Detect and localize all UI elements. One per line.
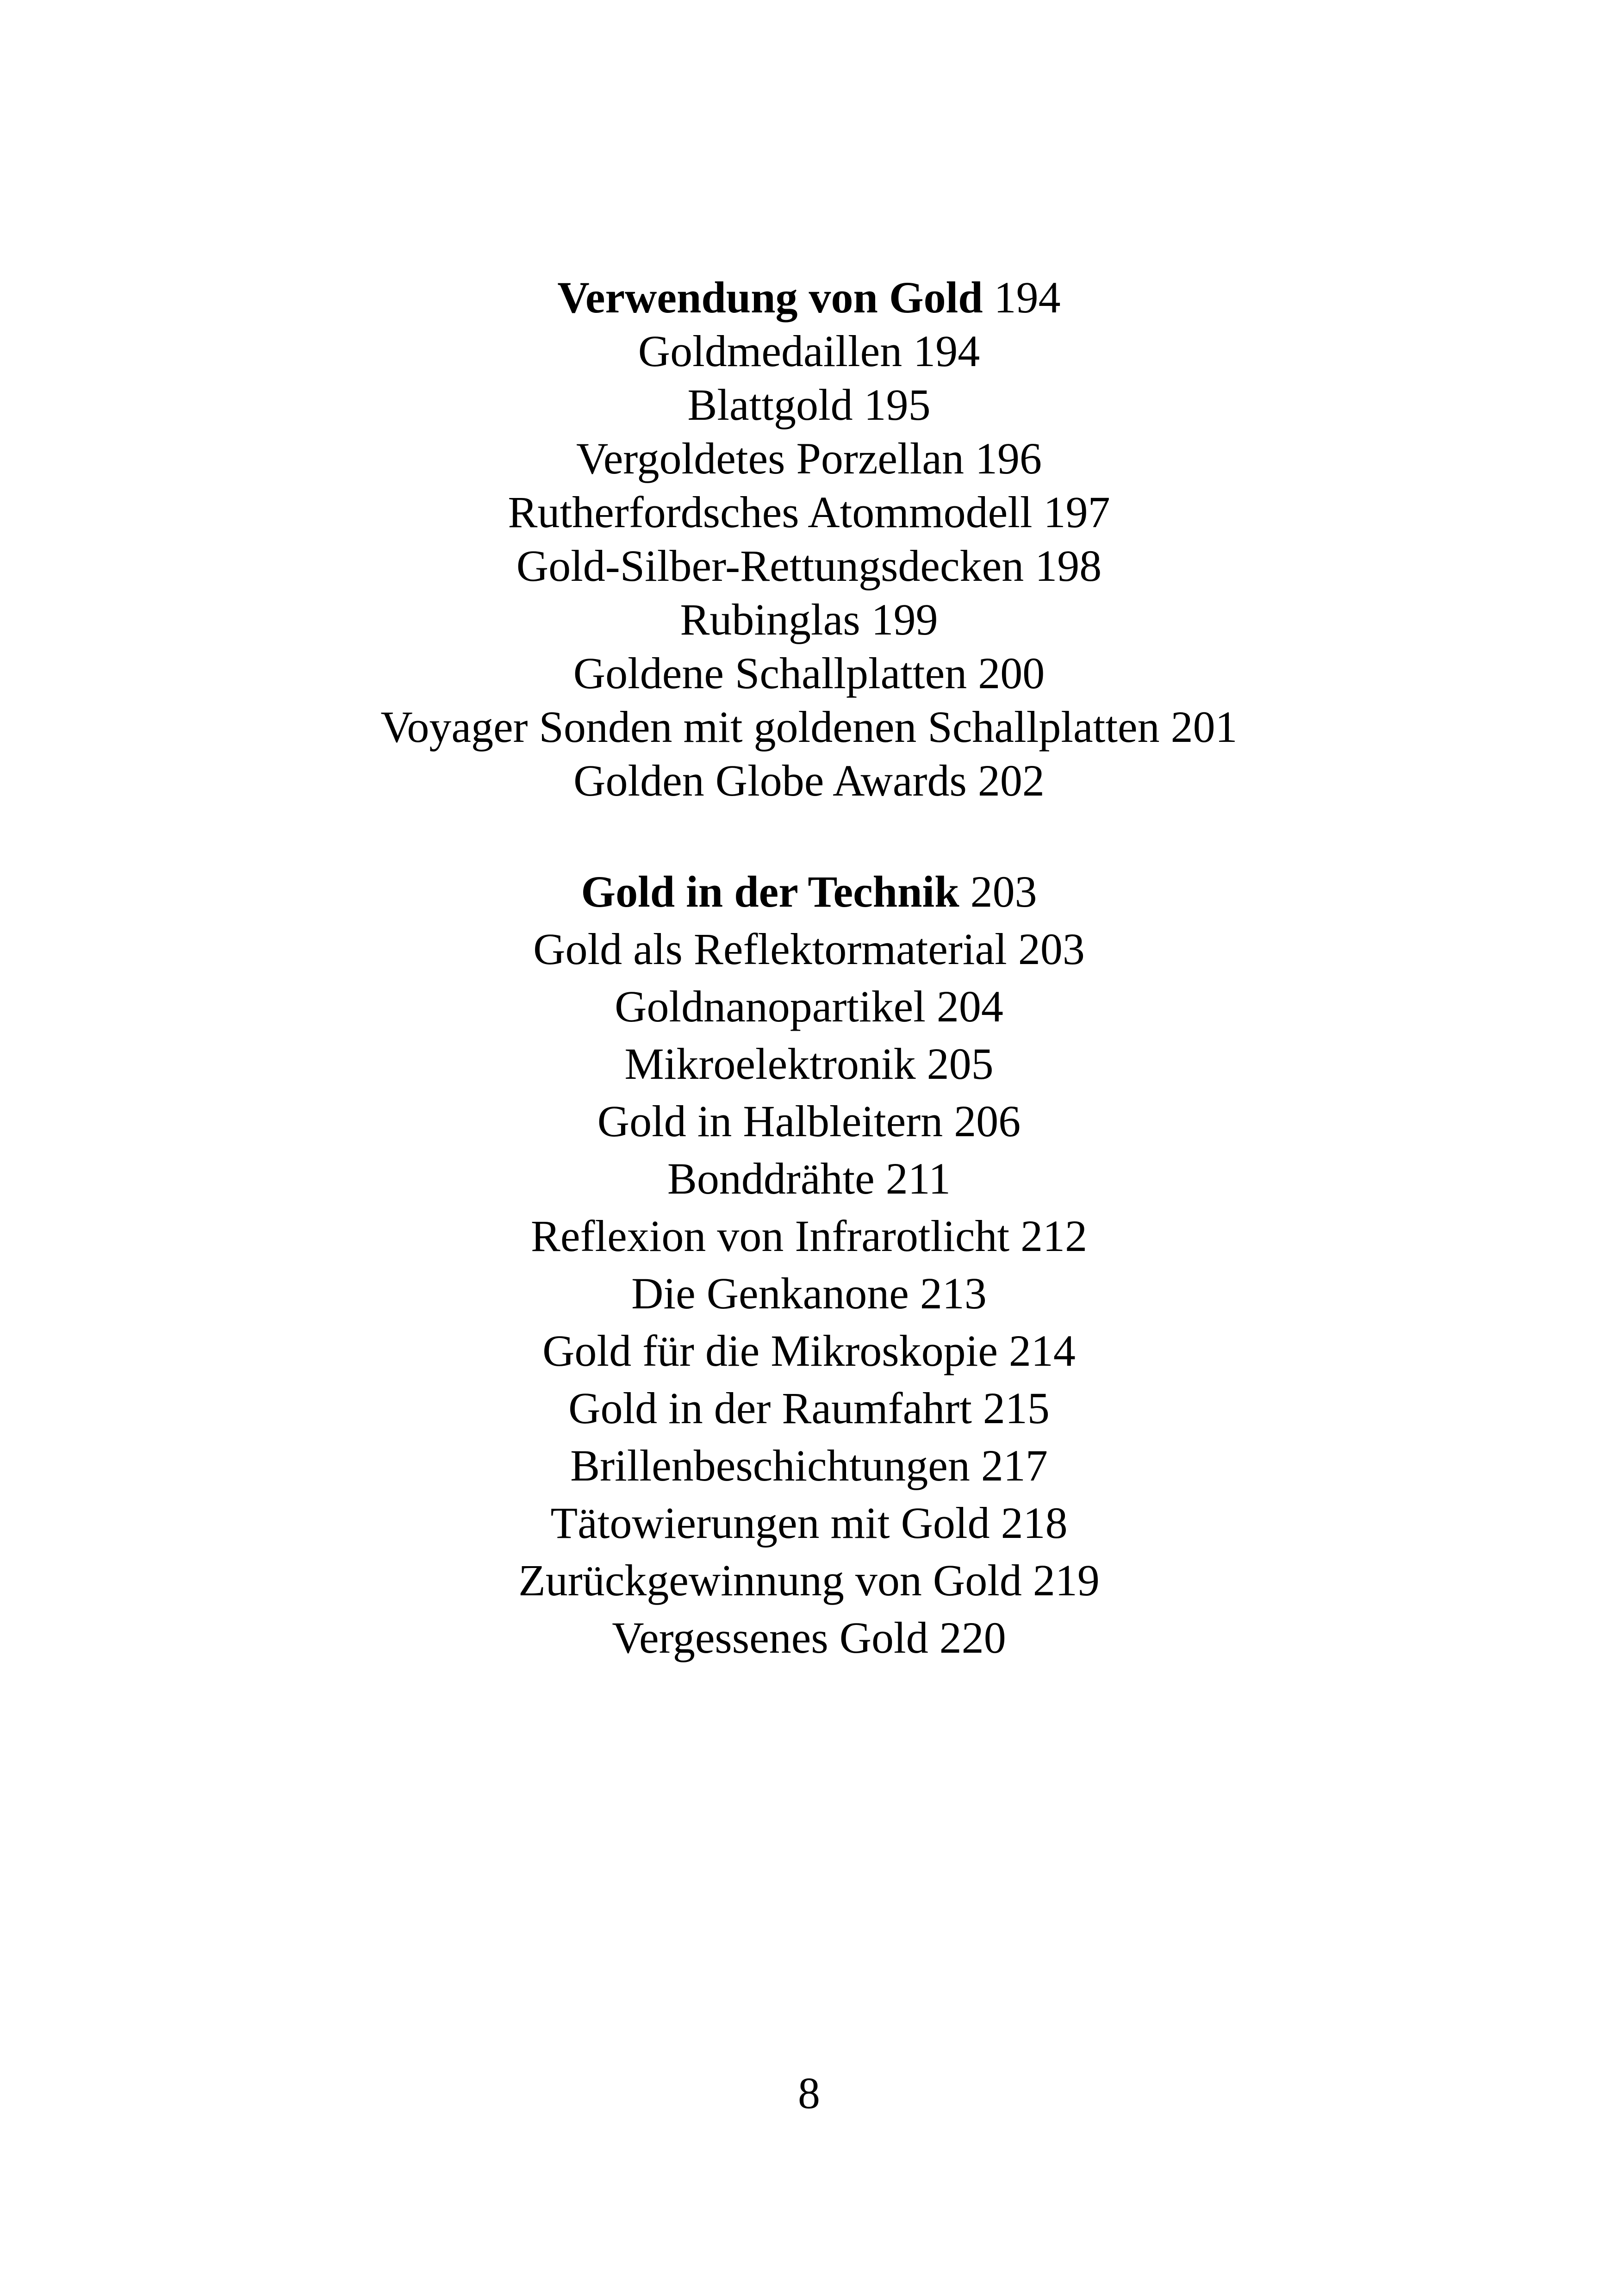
toc-entry-page: 199 <box>871 595 938 644</box>
toc-entry-title: Zurückgewinnung von Gold <box>518 1556 1022 1605</box>
page-number: 8 <box>798 2068 820 2118</box>
toc-entry <box>0 324 1618 378</box>
toc-entry-title: Vergoldetes Porzellan <box>576 434 964 483</box>
section-heading-title: Gold in der Technik <box>581 867 959 916</box>
toc-entry <box>0 1609 1618 1667</box>
toc-section-verwendung-von-gold <box>0 271 1618 808</box>
toc-entry-title: Brillenbeschichtungen <box>570 1441 970 1490</box>
toc-entry <box>0 432 1618 485</box>
toc-entry-page: 202 <box>977 756 1045 805</box>
toc-entry-page: 206 <box>954 1096 1021 1146</box>
toc-entry <box>0 1207 1618 1265</box>
toc-entry <box>0 378 1618 432</box>
toc-entry <box>0 921 1618 978</box>
toc-entry-page: 200 <box>978 648 1045 698</box>
toc-entry <box>0 754 1618 808</box>
toc-entry-title: Reflexion von Infrarotlicht <box>530 1211 1010 1261</box>
toc-entry <box>0 1494 1618 1552</box>
toc-entry-page: 220 <box>939 1613 1006 1662</box>
toc-entry-title: Rubinglas <box>680 595 860 644</box>
section-heading-page: 194 <box>994 273 1061 322</box>
section-heading-title: Verwendung von Gold <box>557 273 983 322</box>
toc-entry-page: 215 <box>983 1383 1050 1433</box>
toc-entry-title: Gold für die Mikroskopie <box>542 1326 998 1375</box>
toc-entry <box>0 485 1618 539</box>
toc-entry-title: Gold als Reflektormaterial <box>533 924 1007 974</box>
toc-entry <box>0 1322 1618 1380</box>
toc-entry-page: 213 <box>920 1269 987 1318</box>
toc-entry-title: Goldene Schallplatten <box>573 648 967 698</box>
toc-entry-title: Bonddrähte <box>667 1154 875 1203</box>
toc-entry <box>0 539 1618 593</box>
toc-entry <box>0 1380 1618 1437</box>
toc-entry-title: Gold in der Raumfahrt <box>568 1383 972 1433</box>
toc-entry-page: 217 <box>981 1441 1048 1490</box>
toc-entry-page: 198 <box>1035 541 1102 591</box>
toc-section-gold-in-der-technik <box>0 863 1618 1667</box>
toc-entry-page: 203 <box>1018 924 1085 974</box>
toc-entry <box>0 1437 1618 1494</box>
toc-entry <box>0 1035 1618 1093</box>
toc-entry-title: Tätowierungen mit Gold <box>550 1498 990 1548</box>
toc-entry-title: Rutherfordsches Atommodell <box>508 487 1033 537</box>
toc-entry-page: 196 <box>975 434 1042 483</box>
toc-entry-page: 205 <box>927 1039 994 1089</box>
toc-entry-title: Voyager Sonden mit goldenen Schallplatten <box>380 702 1160 752</box>
toc-entry-title: Die Genkanone <box>631 1269 909 1318</box>
toc-entry <box>0 700 1618 754</box>
section-heading <box>0 863 1618 921</box>
toc-entry <box>0 1093 1618 1150</box>
toc-entry-page: 212 <box>1021 1211 1088 1261</box>
toc-entry-page: 194 <box>913 326 980 376</box>
toc-entry-page: 218 <box>1001 1498 1068 1548</box>
section-heading <box>0 271 1618 324</box>
toc-entry-title: Vergessenes Gold <box>612 1613 928 1662</box>
toc-entry-page: 214 <box>1008 1326 1076 1375</box>
toc-entry-title: Goldnanopartikel <box>615 982 926 1031</box>
toc-entry-page: 197 <box>1043 487 1110 537</box>
toc-entry <box>0 1265 1618 1322</box>
toc-entry-title: Golden Globe Awards <box>573 756 967 805</box>
toc-entry-title: Gold in Halbleitern <box>597 1096 943 1146</box>
toc-entry-page: 211 <box>885 1154 951 1203</box>
toc-entry <box>0 593 1618 647</box>
toc-entry <box>0 647 1618 700</box>
toc-entry-title: Goldmedaillen <box>638 326 902 376</box>
toc-entry-title: Gold-Silber-Rettungsdecken <box>516 541 1024 591</box>
toc-entry-title: Blattgold <box>687 380 853 429</box>
toc-entry-title: Mikroelektronik <box>624 1039 916 1089</box>
toc-entry-page: 219 <box>1033 1556 1100 1605</box>
toc-entry-page: 195 <box>864 380 931 429</box>
toc-entry <box>0 978 1618 1035</box>
toc-entry <box>0 1552 1618 1609</box>
section-heading-page: 203 <box>970 867 1037 916</box>
toc-entry-page: 204 <box>936 982 1003 1031</box>
toc-entry-page: 201 <box>1170 702 1238 752</box>
toc-entry <box>0 1150 1618 1207</box>
